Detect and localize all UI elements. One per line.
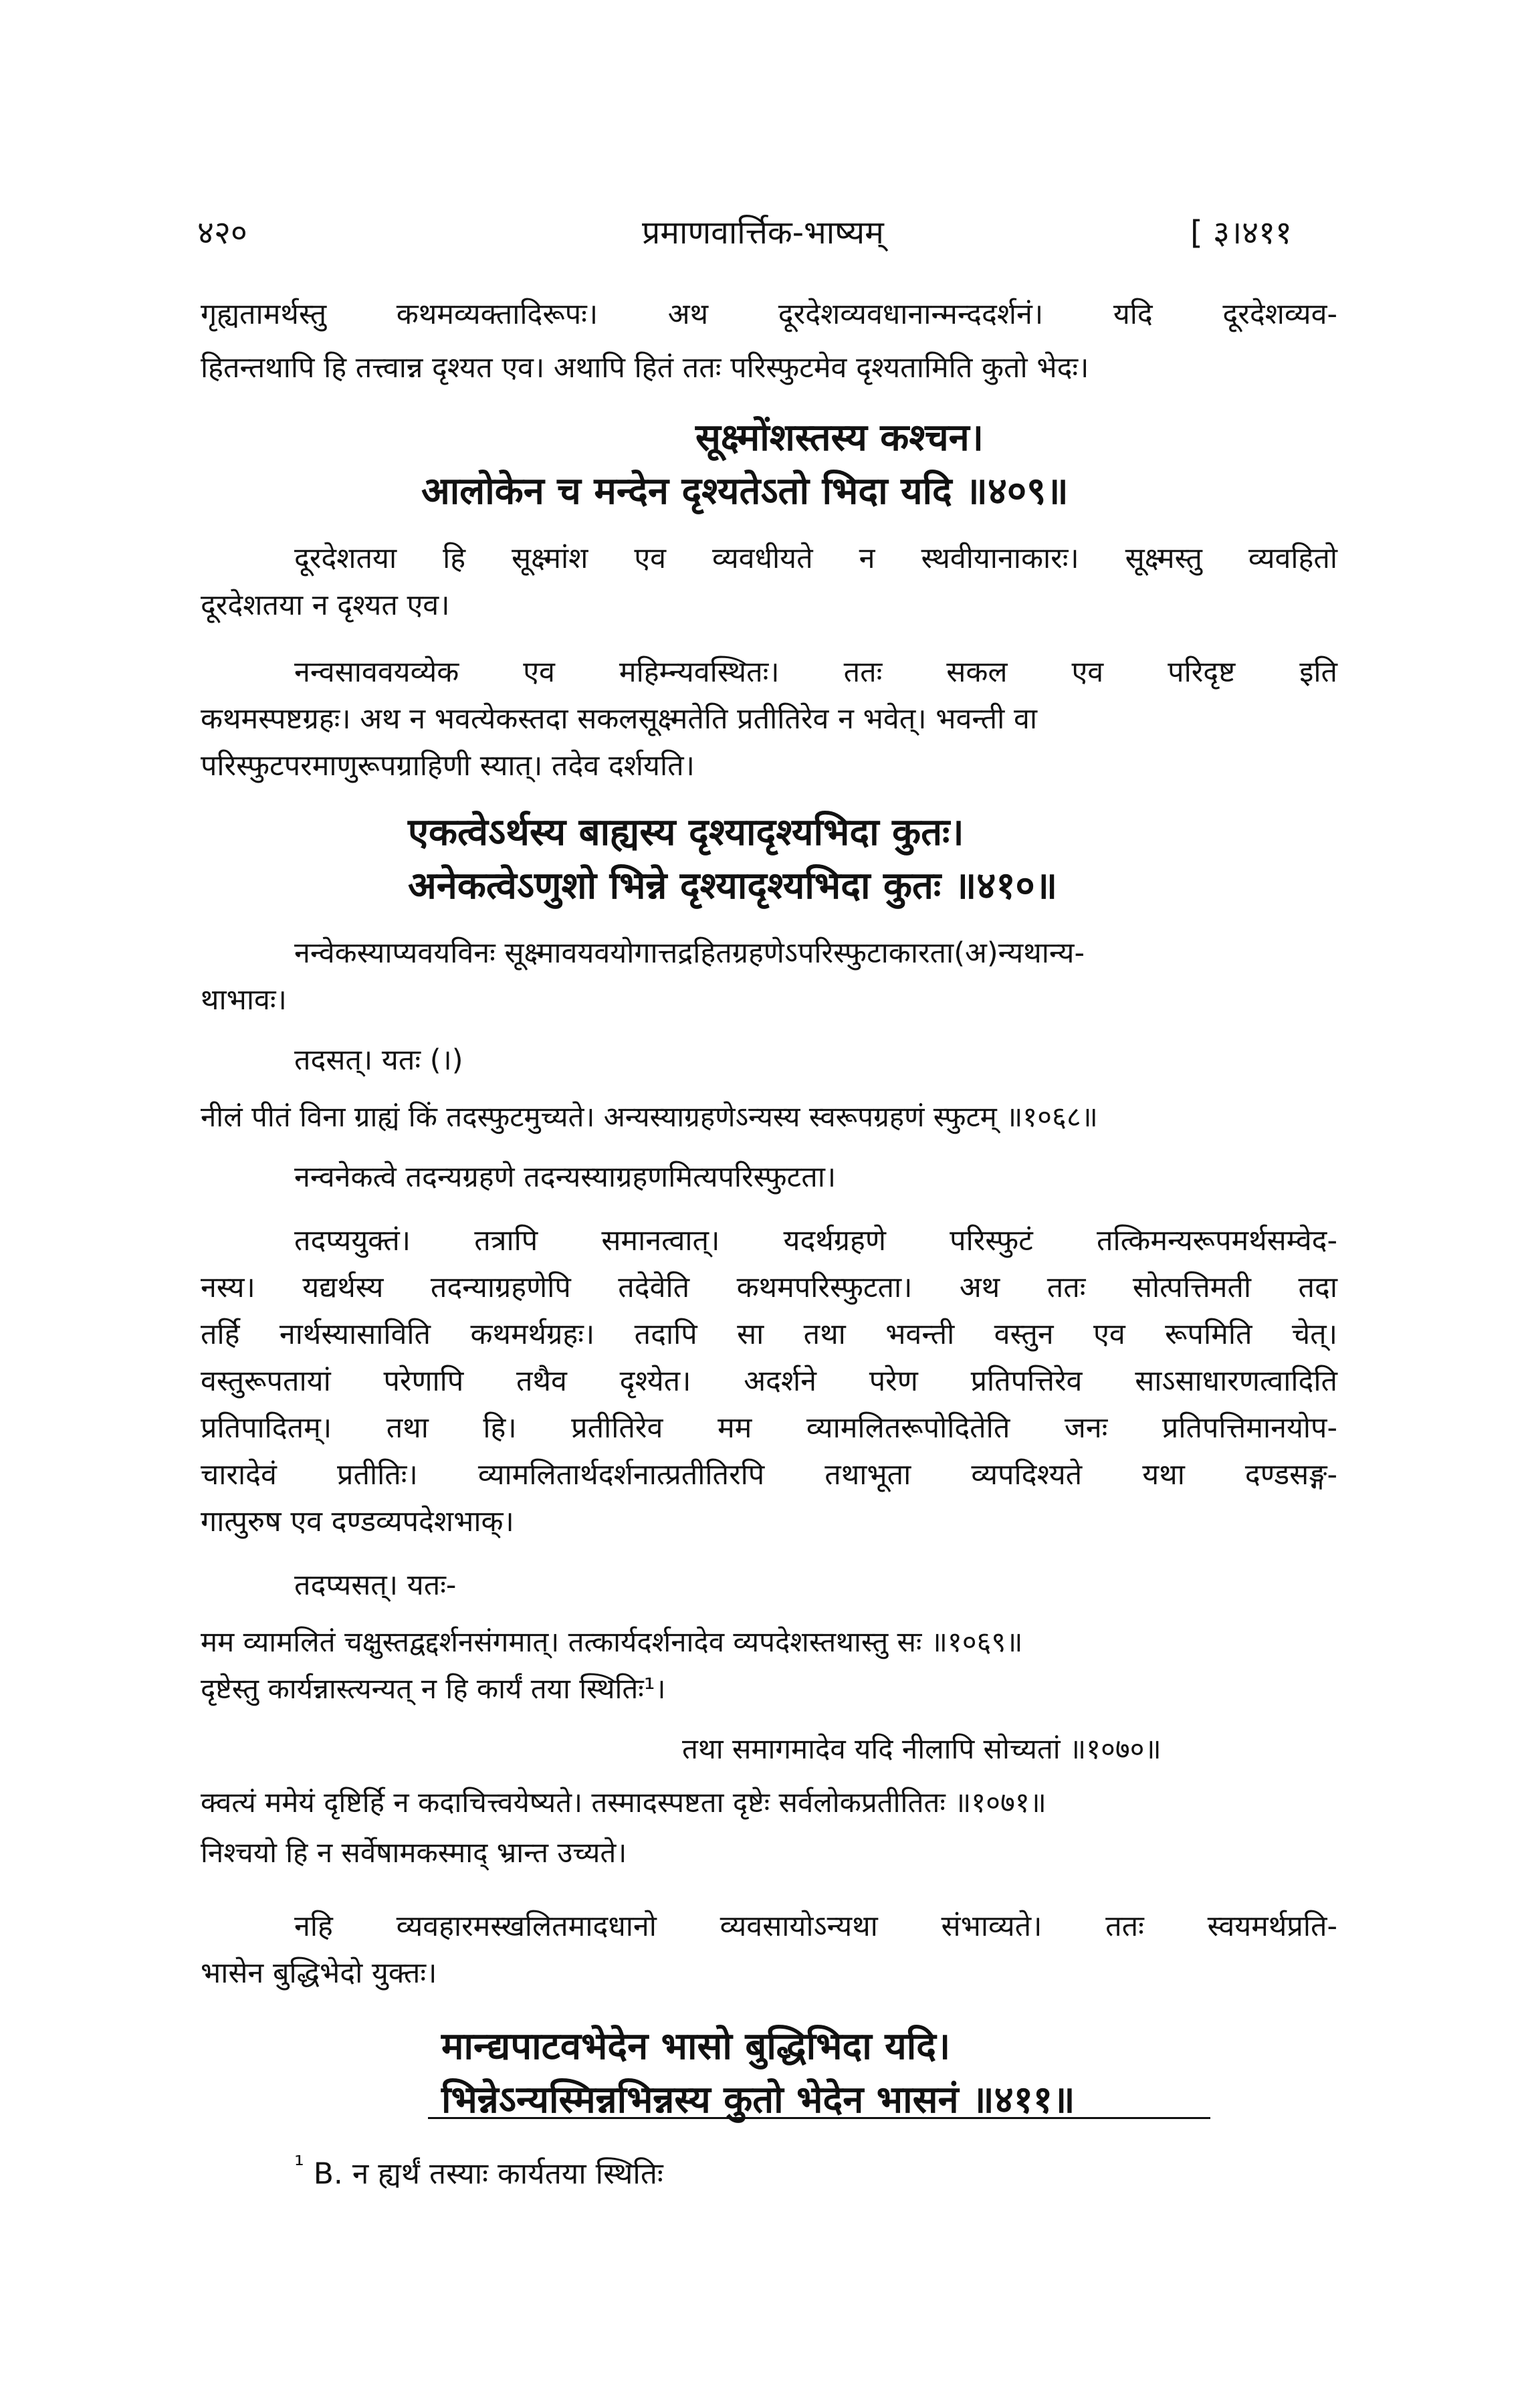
commentary-line: तदसत्। यतः (।) (294, 1043, 463, 1077)
commentary-line: हितन्तथापि हि तत्त्वान्न दृश्यत एव। अथापि हितं ततः परिस्फुटमेव दृश्यतामिति कुतो भेदः। (201, 351, 1089, 385)
commentary-line: नहि व्यवहारमस्खलितमादधानो व्यवसायोऽन्यथा संभाव्यते। ततः स्वयमर्थप्रति- (294, 1910, 1337, 1943)
commentary-line: वस्तुरूपतायां परेणापि तथैव दृश्येत। अदर्शने परेण प्रतिपत्तिरेव साऽसाधारणत्वादिति (201, 1365, 1337, 1398)
commentary-line: दूरदेशतया हि सूक्ष्मांश एव व्यवधीयते न स्थवीयानाकारः। सूक्ष्मस्तु व्यवहितो (294, 542, 1337, 575)
commentary-line: तदप्ययुक्तं। तत्रापि समानत्वात्। यदर्थग्रहणे परिस्फुटं तत्किमन्यरूपमर्थसम्वेद- (294, 1224, 1337, 1258)
footnote-divider (428, 2117, 1210, 2119)
quoted-verse: दृष्टेस्तु कार्यन्नास्त्यन्यत् न हि कार्यं तया स्थितिः¹। (201, 1672, 666, 1705)
commentary-line: प्रतिपादितम्। तथा हि। प्रतीतिरेव मम व्यामलितरूपोदितेति जनः प्रतिपत्तिमानयोप- (201, 1411, 1337, 1445)
quoted-verse: निश्चयो हि न सर्वेषामकस्माद् भ्रान्त उच्यते। (201, 1836, 627, 1869)
footnote-text: B. न ह्यर्थं तस्याः कार्यतया स्थितिः (313, 2156, 663, 2191)
footnote-marker: ¹ (294, 2150, 304, 2179)
commentary-line: तर्हि नार्थस्यासाविति कथमर्थग्रहः। तदापि सा तथा भवन्ती वस्तुन एव रूपमिति चेत्। (201, 1318, 1337, 1351)
verse-line: अनेकत्वेऽणुशो भिन्ने दृश्यादृश्यभिदा कुतः ॥४१०॥ (408, 864, 1058, 908)
verse-line: मान्द्यपाटवभेदेन भासो बुद्धिभिदा यदि। (441, 2025, 951, 2068)
commentary-line: दूरदेशतया न दृश्यत एव। (201, 589, 450, 622)
verse-line: भिन्नेऽन्यस्मिन्नभिन्नस्य कुतो भेदेन भासनं ॥४११॥ (441, 2078, 1075, 2122)
quoted-verse: मम व्यामलितं चक्षुस्तद्वद्दर्शनसंगमात्। तत्कार्यदर्शनादेव व्यपदेशस्तथास्तु सः ॥१०६९॥ (201, 1625, 1023, 1658)
verse-line: आलोकेन च मन्देन दृश्यतेऽतो भिदा यदि ॥४०९॥ (421, 470, 1069, 513)
commentary-line: चारादेवं प्रतीतिः। व्यामलितार्थदर्शनात्प्रतीतिरपि तथाभूता व्यपदिश्यते यथा दण्डसङ्ग- (201, 1458, 1337, 1492)
quoted-verse: तथा समागमादेव यदि नीलापि सोच्यतां ॥१०७०॥ (682, 1732, 1162, 1765)
commentary-line: गृह्यतामर्थस्तु कथमव्यक्तादिरूपः। अथ दूरदेशव्यवधानान्मन्ददर्शनं। यदि दूरदेशव्यव- (201, 298, 1337, 331)
verse-line: एकत्वेऽर्थस्य बाह्यस्य दृश्यादृश्यभिदा कुतः। (408, 811, 964, 854)
commentary-line: परिस्फुटपरमाणुरूपग्राहिणी स्यात्। तदेव दर्शयति। (201, 749, 695, 783)
quoted-verse: नीलं पीतं विना ग्राह्यं किं तदस्फुटमुच्यते। अन्यस्याग्रहणेऽन्यस्य स्वरूपग्रहणं स्फुटम् ॥१०६८॥ (201, 1100, 1098, 1133)
commentary-line: नन्वनेकत्वे तदन्यग्रहणे तदन्यस्याग्रहणमित्यपरिस्फुटता। (294, 1161, 837, 1194)
commentary-line: तदप्यसत्। यतः- (294, 1569, 457, 1602)
verse-line: सूक्ष्मोंशस्तस्य कश्चन। (695, 416, 984, 460)
footnote (294, 2150, 663, 2193)
commentary-line: नस्य। यद्यर्थस्य तदन्याग्रहणेपि तदेवेति कथमपरिस्फुटता। अथ ततः सोत्पत्तिमती तदा (201, 1271, 1337, 1304)
commentary-line: गात्पुरुष एव दण्डव्यपदेशभाक्। (201, 1505, 514, 1538)
commentary-line: कथमस्पष्टग्रहः। अथ न भवत्येकस्तदा सकलसूक्ष्मतेति प्रतीतिरेव न भवेत्। भवन्ती वा (201, 702, 1037, 736)
quoted-verse: क्वत्यं ममेयं दृष्टिर्हि न कदाचित्त्वयेष्यते। तस्मादस्पष्टता दृष्टेः सर्वलोकप्रतीतितः ॥१०७१॥ (201, 1786, 1047, 1819)
commentary-line: नन्वेकस्याप्यवयविनः सूक्ष्मावयवयोगात्तद्रहितग्रहणेऽपरिस्फुटाकारता(अ)न्यथान्य- (294, 936, 1085, 970)
page-number: ४२० (197, 214, 247, 252)
commentary-line: भासेन बुद्धिभेदो युक्तः। (201, 1956, 437, 1990)
running-title: प्रमाणवार्त्तिक-भाष्यम् (642, 214, 884, 252)
commentary-line: थाभावः। (201, 983, 287, 1017)
commentary-line: नन्वसाववयव्येक एव महिम्न्यवस्थितः। ततः सकल एव परिदृष्ट इति (294, 656, 1337, 689)
section-reference: [ ३।४११ (1190, 214, 1293, 252)
